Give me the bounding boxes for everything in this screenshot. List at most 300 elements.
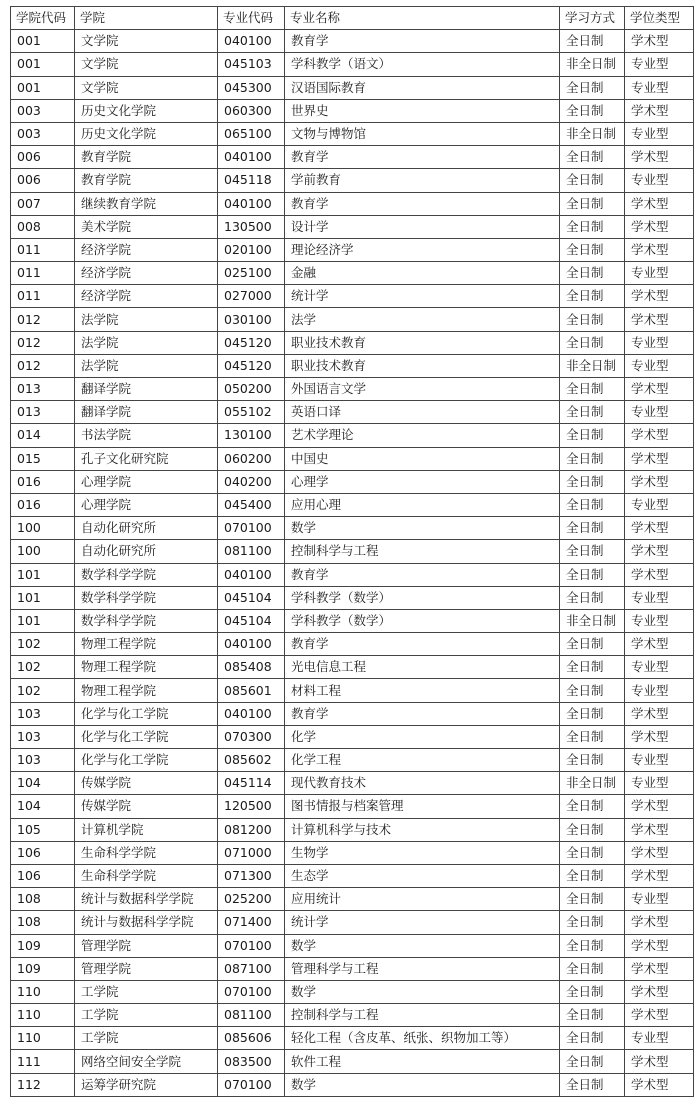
- major-name-cell: 教育学: [285, 563, 560, 586]
- degree-type-cell: 专业型: [625, 609, 694, 632]
- table-row: [11, 725, 694, 748]
- major-name-cell: 艺术学理论: [285, 424, 560, 447]
- school-code-cell: 110: [11, 1004, 75, 1027]
- school-cell: 化学与化工学院: [75, 725, 218, 748]
- degree-type-cell: 专业型: [625, 772, 694, 795]
- degree-type-cell: 专业型: [625, 354, 694, 377]
- table-header: [11, 7, 694, 30]
- degree-type-cell: 学术型: [625, 447, 694, 470]
- study-mode-cell: 全日制: [560, 493, 625, 516]
- degree-type-cell: 学术型: [625, 795, 694, 818]
- degree-type-cell: 专业型: [625, 586, 694, 609]
- degree-type-cell: 专业型: [625, 749, 694, 772]
- major-name-cell: 数学: [285, 980, 560, 1003]
- school-code-cell: 012: [11, 331, 75, 354]
- table-row: [11, 447, 694, 470]
- major-code-cell: 070100: [218, 517, 285, 540]
- school-code-cell: 108: [11, 911, 75, 934]
- school-cell: 管理学院: [75, 934, 218, 957]
- table-row: [11, 76, 694, 99]
- school-code-cell: 103: [11, 702, 75, 725]
- school-cell: 统计与数据科学学院: [75, 888, 218, 911]
- school-cell: 物理工程学院: [75, 679, 218, 702]
- major-code-cell: 025100: [218, 262, 285, 285]
- major-code-cell: 040200: [218, 470, 285, 493]
- table-row: [11, 493, 694, 516]
- school-code-cell: 011: [11, 262, 75, 285]
- major-code-cell: 040100: [218, 563, 285, 586]
- major-name-cell: 英语口译: [285, 401, 560, 424]
- school-cell: 翻译学院: [75, 401, 218, 424]
- study-mode-cell: 全日制: [560, 702, 625, 725]
- study-mode-cell: 全日制: [560, 725, 625, 748]
- table-row: [11, 772, 694, 795]
- school-code-cell: 006: [11, 169, 75, 192]
- study-mode-cell: 全日制: [560, 470, 625, 493]
- degree-type-cell: 专业型: [625, 656, 694, 679]
- table-row: [11, 749, 694, 772]
- major-name-cell: 教育学: [285, 146, 560, 169]
- table-row: [11, 401, 694, 424]
- study-mode-cell: 全日制: [560, 795, 625, 818]
- table-row: [11, 1073, 694, 1096]
- school-cell: 工学院: [75, 1027, 218, 1050]
- degree-type-cell: 学术型: [625, 192, 694, 215]
- table-row: [11, 563, 694, 586]
- degree-type-cell: 学术型: [625, 864, 694, 887]
- school-cell: 经济学院: [75, 262, 218, 285]
- major-code-cell: 070100: [218, 980, 285, 1003]
- degree-type-cell: 专业型: [625, 331, 694, 354]
- school-code-cell: 105: [11, 818, 75, 841]
- table-row: [11, 934, 694, 957]
- major-code-cell: 045400: [218, 493, 285, 516]
- school-code-cell: 011: [11, 285, 75, 308]
- major-code-cell: 065100: [218, 122, 285, 145]
- degree-type-cell: 学术型: [625, 633, 694, 656]
- major-name-cell: 设计学: [285, 215, 560, 238]
- study-mode-cell: 全日制: [560, 192, 625, 215]
- school-code-cell: 103: [11, 749, 75, 772]
- major-name-cell: 控制科学与工程: [285, 1004, 560, 1027]
- degree-type-cell: 学术型: [625, 911, 694, 934]
- degree-type-cell: 专业型: [625, 169, 694, 192]
- table-row: [11, 888, 694, 911]
- table-row: [11, 980, 694, 1003]
- school-cell: 心理学院: [75, 493, 218, 516]
- school-cell: 心理学院: [75, 470, 218, 493]
- major-name-cell: 化学工程: [285, 749, 560, 772]
- major-name-cell: 计算机科学与技术: [285, 818, 560, 841]
- study-mode-cell: 全日制: [560, 401, 625, 424]
- school-code-cell: 012: [11, 308, 75, 331]
- degree-type-cell: 学术型: [625, 1073, 694, 1096]
- degree-type-cell: 学术型: [625, 146, 694, 169]
- study-mode-cell: 全日制: [560, 1027, 625, 1050]
- header-school-code: 学院代码: [11, 7, 75, 30]
- major-code-cell: 045118: [218, 169, 285, 192]
- school-cell: 化学与化工学院: [75, 702, 218, 725]
- school-code-cell: 011: [11, 238, 75, 261]
- school-cell: 网络空间安全学院: [75, 1050, 218, 1073]
- major-name-cell: 教育学: [285, 702, 560, 725]
- major-name-cell: 理论经济学: [285, 238, 560, 261]
- degree-type-cell: 学术型: [625, 424, 694, 447]
- study-mode-cell: 全日制: [560, 911, 625, 934]
- degree-type-cell: 专业型: [625, 122, 694, 145]
- school-code-cell: 101: [11, 586, 75, 609]
- degree-type-cell: 学术型: [625, 540, 694, 563]
- table-row: [11, 911, 694, 934]
- school-code-cell: 112: [11, 1073, 75, 1096]
- major-name-cell: 外国语言文学: [285, 378, 560, 401]
- degree-type-cell: 专业型: [625, 53, 694, 76]
- major-name-cell: 化学: [285, 725, 560, 748]
- major-code-cell: 020100: [218, 238, 285, 261]
- study-mode-cell: 全日制: [560, 633, 625, 656]
- school-code-cell: 016: [11, 493, 75, 516]
- major-code-cell: 045103: [218, 53, 285, 76]
- school-code-cell: 013: [11, 378, 75, 401]
- major-name-cell: 管理科学与工程: [285, 957, 560, 980]
- table-row: [11, 470, 694, 493]
- school-code-cell: 101: [11, 609, 75, 632]
- school-cell: 经济学院: [75, 238, 218, 261]
- school-cell: 历史文化学院: [75, 99, 218, 122]
- major-name-cell: 控制科学与工程: [285, 540, 560, 563]
- school-cell: 经济学院: [75, 285, 218, 308]
- school-cell: 法学院: [75, 354, 218, 377]
- school-code-cell: 013: [11, 401, 75, 424]
- school-code-cell: 106: [11, 841, 75, 864]
- major-code-cell: 070100: [218, 1073, 285, 1096]
- major-name-cell: 学科教学（数学）: [285, 586, 560, 609]
- study-mode-cell: 全日制: [560, 818, 625, 841]
- major-code-cell: 070100: [218, 934, 285, 957]
- table-row: [11, 424, 694, 447]
- study-mode-cell: 全日制: [560, 76, 625, 99]
- major-code-cell: 045114: [218, 772, 285, 795]
- school-cell: 翻译学院: [75, 378, 218, 401]
- school-code-cell: 109: [11, 934, 75, 957]
- school-code-cell: 111: [11, 1050, 75, 1073]
- study-mode-cell: 全日制: [560, 517, 625, 540]
- major-name-cell: 材料工程: [285, 679, 560, 702]
- degree-type-cell: 学术型: [625, 1004, 694, 1027]
- degree-type-cell: 学术型: [625, 980, 694, 1003]
- study-mode-cell: 全日制: [560, 285, 625, 308]
- school-code-cell: 102: [11, 679, 75, 702]
- header-school: 学院: [75, 7, 218, 30]
- header-degree-type: 学位类型: [625, 7, 694, 30]
- study-mode-cell: 全日制: [560, 308, 625, 331]
- study-mode-cell: 全日制: [560, 749, 625, 772]
- school-code-cell: 016: [11, 470, 75, 493]
- major-name-cell: 数学: [285, 517, 560, 540]
- school-cell: 工学院: [75, 1004, 218, 1027]
- major-name-cell: 职业技术教育: [285, 331, 560, 354]
- major-code-cell: 081100: [218, 540, 285, 563]
- study-mode-cell: 全日制: [560, 1004, 625, 1027]
- study-mode-cell: 全日制: [560, 378, 625, 401]
- major-code-cell: 045104: [218, 586, 285, 609]
- major-code-cell: 040100: [218, 192, 285, 215]
- table-row: [11, 609, 694, 632]
- school-code-cell: 108: [11, 888, 75, 911]
- school-code-cell: 103: [11, 725, 75, 748]
- study-mode-cell: 全日制: [560, 656, 625, 679]
- table-row: [11, 957, 694, 980]
- degree-type-cell: 学术型: [625, 99, 694, 122]
- study-mode-cell: 非全日制: [560, 122, 625, 145]
- major-name-cell: 教育学: [285, 633, 560, 656]
- major-name-cell: 学科教学（数学）: [285, 609, 560, 632]
- major-code-cell: 045300: [218, 76, 285, 99]
- study-mode-cell: 全日制: [560, 864, 625, 887]
- study-mode-cell: 全日制: [560, 238, 625, 261]
- school-cell: 文学院: [75, 30, 218, 53]
- major-code-cell: 040100: [218, 30, 285, 53]
- major-code-cell: 045120: [218, 354, 285, 377]
- table-row: [11, 841, 694, 864]
- major-name-cell: 现代教育技术: [285, 772, 560, 795]
- school-cell: 文学院: [75, 53, 218, 76]
- school-cell: 美术学院: [75, 215, 218, 238]
- table-row: [11, 308, 694, 331]
- table-row: [11, 795, 694, 818]
- major-code-cell: 040100: [218, 702, 285, 725]
- school-code-cell: 102: [11, 656, 75, 679]
- school-cell: 生命科学学院: [75, 841, 218, 864]
- school-cell: 统计与数据科学学院: [75, 911, 218, 934]
- table-row: [11, 285, 694, 308]
- major-code-cell: 045104: [218, 609, 285, 632]
- major-code-cell: 085606: [218, 1027, 285, 1050]
- study-mode-cell: 全日制: [560, 934, 625, 957]
- major-name-cell: 生态学: [285, 864, 560, 887]
- degree-type-cell: 学术型: [625, 725, 694, 748]
- school-code-cell: 109: [11, 957, 75, 980]
- school-code-cell: 110: [11, 1027, 75, 1050]
- school-cell: 管理学院: [75, 957, 218, 980]
- major-name-cell: 应用心理: [285, 493, 560, 516]
- school-cell: 计算机学院: [75, 818, 218, 841]
- table-row: [11, 53, 694, 76]
- degree-type-cell: 学术型: [625, 517, 694, 540]
- table-row: [11, 864, 694, 887]
- study-mode-cell: 全日制: [560, 563, 625, 586]
- school-cell: 历史文化学院: [75, 122, 218, 145]
- degree-type-cell: 专业型: [625, 401, 694, 424]
- major-code-cell: 081200: [218, 818, 285, 841]
- study-mode-cell: 全日制: [560, 30, 625, 53]
- major-code-cell: 040100: [218, 633, 285, 656]
- table-row: [11, 679, 694, 702]
- study-mode-cell: 全日制: [560, 262, 625, 285]
- major-name-cell: 生物学: [285, 841, 560, 864]
- table-row: [11, 238, 694, 261]
- school-cell: 数学科学学院: [75, 586, 218, 609]
- major-name-cell: 教育学: [285, 192, 560, 215]
- study-mode-cell: 非全日制: [560, 354, 625, 377]
- study-mode-cell: 全日制: [560, 957, 625, 980]
- table-row: [11, 586, 694, 609]
- school-cell: 孔子文化研究院: [75, 447, 218, 470]
- school-cell: 文学院: [75, 76, 218, 99]
- major-code-cell: 085601: [218, 679, 285, 702]
- table-row: [11, 99, 694, 122]
- major-name-cell: 汉语国际教育: [285, 76, 560, 99]
- table-body: [11, 30, 694, 1097]
- table-row: [11, 517, 694, 540]
- study-mode-cell: 全日制: [560, 540, 625, 563]
- school-cell: 书法学院: [75, 424, 218, 447]
- table-row: [11, 122, 694, 145]
- header-row: [11, 7, 694, 30]
- major-code-cell: 087100: [218, 957, 285, 980]
- school-code-cell: 001: [11, 76, 75, 99]
- school-cell: 法学院: [75, 331, 218, 354]
- degree-type-cell: 学术型: [625, 238, 694, 261]
- majors-table: [10, 6, 694, 1097]
- study-mode-cell: 全日制: [560, 215, 625, 238]
- table-row: [11, 192, 694, 215]
- degree-type-cell: 学术型: [625, 818, 694, 841]
- school-cell: 自动化研究所: [75, 540, 218, 563]
- major-name-cell: 文物与博物馆: [285, 122, 560, 145]
- school-cell: 传媒学院: [75, 772, 218, 795]
- school-cell: 教育学院: [75, 146, 218, 169]
- header-major-name: 专业名称: [285, 7, 560, 30]
- table-row: [11, 1004, 694, 1027]
- major-name-cell: 统计学: [285, 285, 560, 308]
- major-code-cell: 085408: [218, 656, 285, 679]
- major-name-cell: 金融: [285, 262, 560, 285]
- major-name-cell: 统计学: [285, 911, 560, 934]
- header-study-mode: 学习方式: [560, 7, 625, 30]
- major-code-cell: 045120: [218, 331, 285, 354]
- table-row: [11, 146, 694, 169]
- school-code-cell: 104: [11, 772, 75, 795]
- school-code-cell: 012: [11, 354, 75, 377]
- table-row: [11, 331, 694, 354]
- major-code-cell: 040100: [218, 146, 285, 169]
- major-code-cell: 081100: [218, 1004, 285, 1027]
- major-name-cell: 应用统计: [285, 888, 560, 911]
- header-major-code: 专业代码: [218, 7, 285, 30]
- major-code-cell: 070300: [218, 725, 285, 748]
- school-code-cell: 015: [11, 447, 75, 470]
- degree-type-cell: 专业型: [625, 76, 694, 99]
- study-mode-cell: 非全日制: [560, 772, 625, 795]
- major-name-cell: 数学: [285, 934, 560, 957]
- degree-type-cell: 学术型: [625, 563, 694, 586]
- major-name-cell: 中国史: [285, 447, 560, 470]
- table-row: [11, 1050, 694, 1073]
- study-mode-cell: 全日制: [560, 331, 625, 354]
- study-mode-cell: 全日制: [560, 980, 625, 1003]
- school-cell: 运筹学研究院: [75, 1073, 218, 1096]
- degree-type-cell: 专业型: [625, 262, 694, 285]
- school-code-cell: 106: [11, 864, 75, 887]
- school-cell: 工学院: [75, 980, 218, 1003]
- school-code-cell: 104: [11, 795, 75, 818]
- major-name-cell: 软件工程: [285, 1050, 560, 1073]
- degree-type-cell: 专业型: [625, 679, 694, 702]
- degree-type-cell: 学术型: [625, 1050, 694, 1073]
- major-code-cell: 071400: [218, 911, 285, 934]
- major-name-cell: 学前教育: [285, 169, 560, 192]
- school-cell: 教育学院: [75, 169, 218, 192]
- school-cell: 物理工程学院: [75, 656, 218, 679]
- degree-type-cell: 学术型: [625, 470, 694, 493]
- degree-type-cell: 学术型: [625, 30, 694, 53]
- school-cell: 物理工程学院: [75, 633, 218, 656]
- major-code-cell: 050200: [218, 378, 285, 401]
- major-name-cell: 世界史: [285, 99, 560, 122]
- major-code-cell: 027000: [218, 285, 285, 308]
- major-code-cell: 025200: [218, 888, 285, 911]
- table-row: [11, 818, 694, 841]
- school-code-cell: 100: [11, 517, 75, 540]
- degree-type-cell: 专业型: [625, 493, 694, 516]
- school-code-cell: 007: [11, 192, 75, 215]
- study-mode-cell: 全日制: [560, 679, 625, 702]
- school-cell: 传媒学院: [75, 795, 218, 818]
- degree-type-cell: 学术型: [625, 702, 694, 725]
- table-row: [11, 633, 694, 656]
- major-name-cell: 图书情报与档案管理: [285, 795, 560, 818]
- degree-type-cell: 专业型: [625, 888, 694, 911]
- table-row: [11, 354, 694, 377]
- degree-type-cell: 学术型: [625, 841, 694, 864]
- major-name-cell: 法学: [285, 308, 560, 331]
- table-row: [11, 540, 694, 563]
- major-code-cell: 130100: [218, 424, 285, 447]
- major-name-cell: 教育学: [285, 30, 560, 53]
- study-mode-cell: 全日制: [560, 888, 625, 911]
- school-code-cell: 006: [11, 146, 75, 169]
- degree-type-cell: 学术型: [625, 308, 694, 331]
- table-row: [11, 215, 694, 238]
- school-cell: 化学与化工学院: [75, 749, 218, 772]
- school-cell: 数学科学学院: [75, 563, 218, 586]
- study-mode-cell: 全日制: [560, 586, 625, 609]
- study-mode-cell: 全日制: [560, 1050, 625, 1073]
- study-mode-cell: 全日制: [560, 169, 625, 192]
- school-code-cell: 003: [11, 122, 75, 145]
- major-code-cell: 055102: [218, 401, 285, 424]
- study-mode-cell: 非全日制: [560, 53, 625, 76]
- table-row: [11, 1027, 694, 1050]
- study-mode-cell: 全日制: [560, 841, 625, 864]
- degree-type-cell: 学术型: [625, 957, 694, 980]
- degree-type-cell: 学术型: [625, 934, 694, 957]
- major-code-cell: 030100: [218, 308, 285, 331]
- major-code-cell: 085602: [218, 749, 285, 772]
- school-code-cell: 003: [11, 99, 75, 122]
- table-row: [11, 262, 694, 285]
- study-mode-cell: 全日制: [560, 447, 625, 470]
- major-name-cell: 光电信息工程: [285, 656, 560, 679]
- school-code-cell: 001: [11, 30, 75, 53]
- major-code-cell: 060200: [218, 447, 285, 470]
- school-cell: 法学院: [75, 308, 218, 331]
- table-row: [11, 378, 694, 401]
- school-cell: 继续教育学院: [75, 192, 218, 215]
- school-cell: 自动化研究所: [75, 517, 218, 540]
- major-name-cell: 学科教学（语文）: [285, 53, 560, 76]
